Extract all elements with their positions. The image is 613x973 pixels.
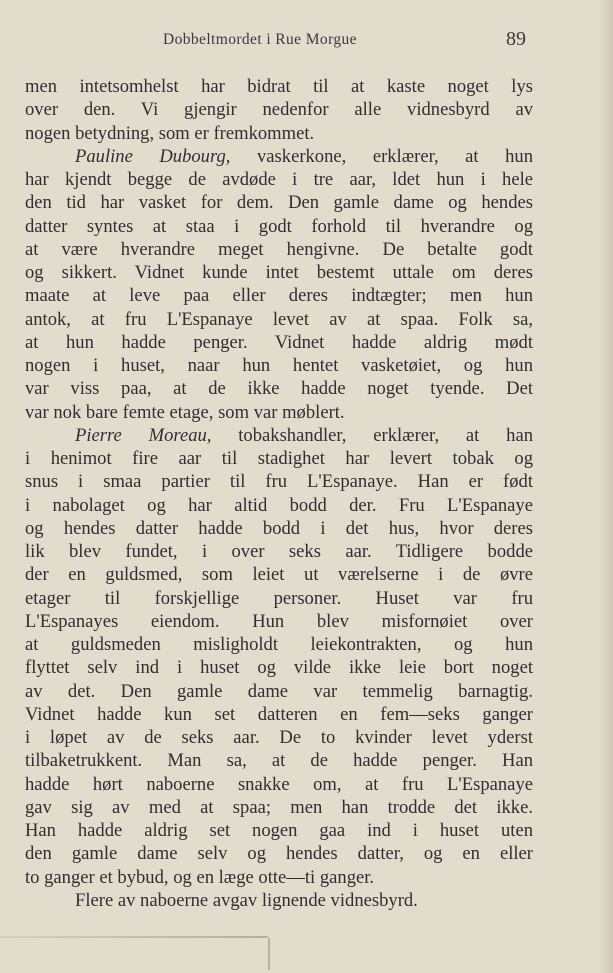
text-line: snus i smaa partier til fru L'Espanaye. Han er født [25,471,533,493]
page-bottom-tick [268,938,270,970]
text-fragment: vaskerkone, erklærer, at hun [230,145,534,167]
text-line: gav sig av med at spaa; men han trodde det ikke. [25,796,533,818]
witness-name: Pauline Dubourg, [75,145,231,167]
text-line: der en guldsmed, som leiet ut værelserne i de øvre [25,564,533,586]
text-line: var nok bare femte etage, som var møblert. [25,401,345,423]
running-title: Dobbeltmordet i Rue Morgue [163,31,357,48]
text-fragment: tobakshandler, erklærer, at han [211,424,533,446]
text-line: over den. Vi gjengir nedenfor alle vidnesbyrd av [25,99,533,121]
body-text [25,75,533,912]
text-line: tilbaketrukkent. Man sa, at de hadde penger. Han [25,750,533,772]
page-bottom-rule [0,936,268,938]
text-line [25,424,533,447]
text-line: den tid har vasket for dem. Den gamle dame og hendes [25,192,533,214]
text-line [25,145,533,168]
text-line: etager til forskjellige personer. Huset var fru [25,587,533,609]
text-line: men intetsomhelst har bidrat til at kaste noget lys [25,76,533,97]
text-line: og sikkert. Vidnet kunde intet bestemt uttale om deres [25,262,533,283]
text-line: i nabolaget og har altid bodd der. Fru L'Espanaye [25,494,533,516]
text-line: i løpet av de seks aar. De to kvinder levet yderst [25,727,533,748]
text-line: nogen i huset, naar hun hentet vasketøiet, og hun [25,355,533,376]
text-line: Flere av naboerne avgav lignende vidnesbyrd. [75,889,418,911]
text-line: i henimot fire aar til stadighet har levert tobak og [25,448,533,469]
text-line: to ganger et bybud, og en læge otte—ti ganger. [25,866,375,888]
text-line: L'Espanayes eiendom. Hun blev misfornøiet over [25,610,533,632]
text-line: den gamle dame selv og hendes datter, og en eller [25,843,533,865]
page-number: 89 [506,28,526,50]
text-line: at hun hadde penger. Vidnet hadde aldrig mødt [25,331,533,353]
text-line: var viss paa, at de ikke hadde noget tyende. Det [25,378,533,400]
text-line: flyttet selv ind i huset og vilde ikke leie bort noget [25,657,533,679]
text-line: har kjendt begge de avdøde i tre aar, ldet hun i hele [25,169,533,190]
running-head [0,30,613,54]
text-line: lik blev fundet, i over seks aar. Tidligere bodde [25,541,533,562]
page-edge-shade [599,0,613,973]
text-line: Vidnet hadde kun set datteren en fem—seks ganger [25,703,533,725]
text-line: av det. Den gamle dame var temmelig barnagtig. [25,680,533,702]
text-line: at guldsmeden misligholdt leiekontrakten, og hun [25,634,533,655]
text-line: at være hverandre meget hengivne. De betalte godt [25,238,533,260]
text-line: maate at leve paa eller deres indtægter; men hun [25,285,533,307]
text-line: antok, at fru L'Espanaye levet av at spaa. Folk sa, [25,308,533,330]
text-line: og hendes datter hadde bodd i det hus, hvor deres [25,517,533,539]
witness-name: Pierre Moreau, [75,424,212,446]
text-line: hadde hørt naboerne snakke om, at fru L'Espanaye [25,773,533,795]
text-line: nogen betydning, som er fremkommet. [25,122,315,144]
text-line: datter syntes at staa i godt forhold til hverandre og [25,215,533,237]
text-line: Han hadde aldrig set nogen gaa ind i huset uten [25,820,533,841]
